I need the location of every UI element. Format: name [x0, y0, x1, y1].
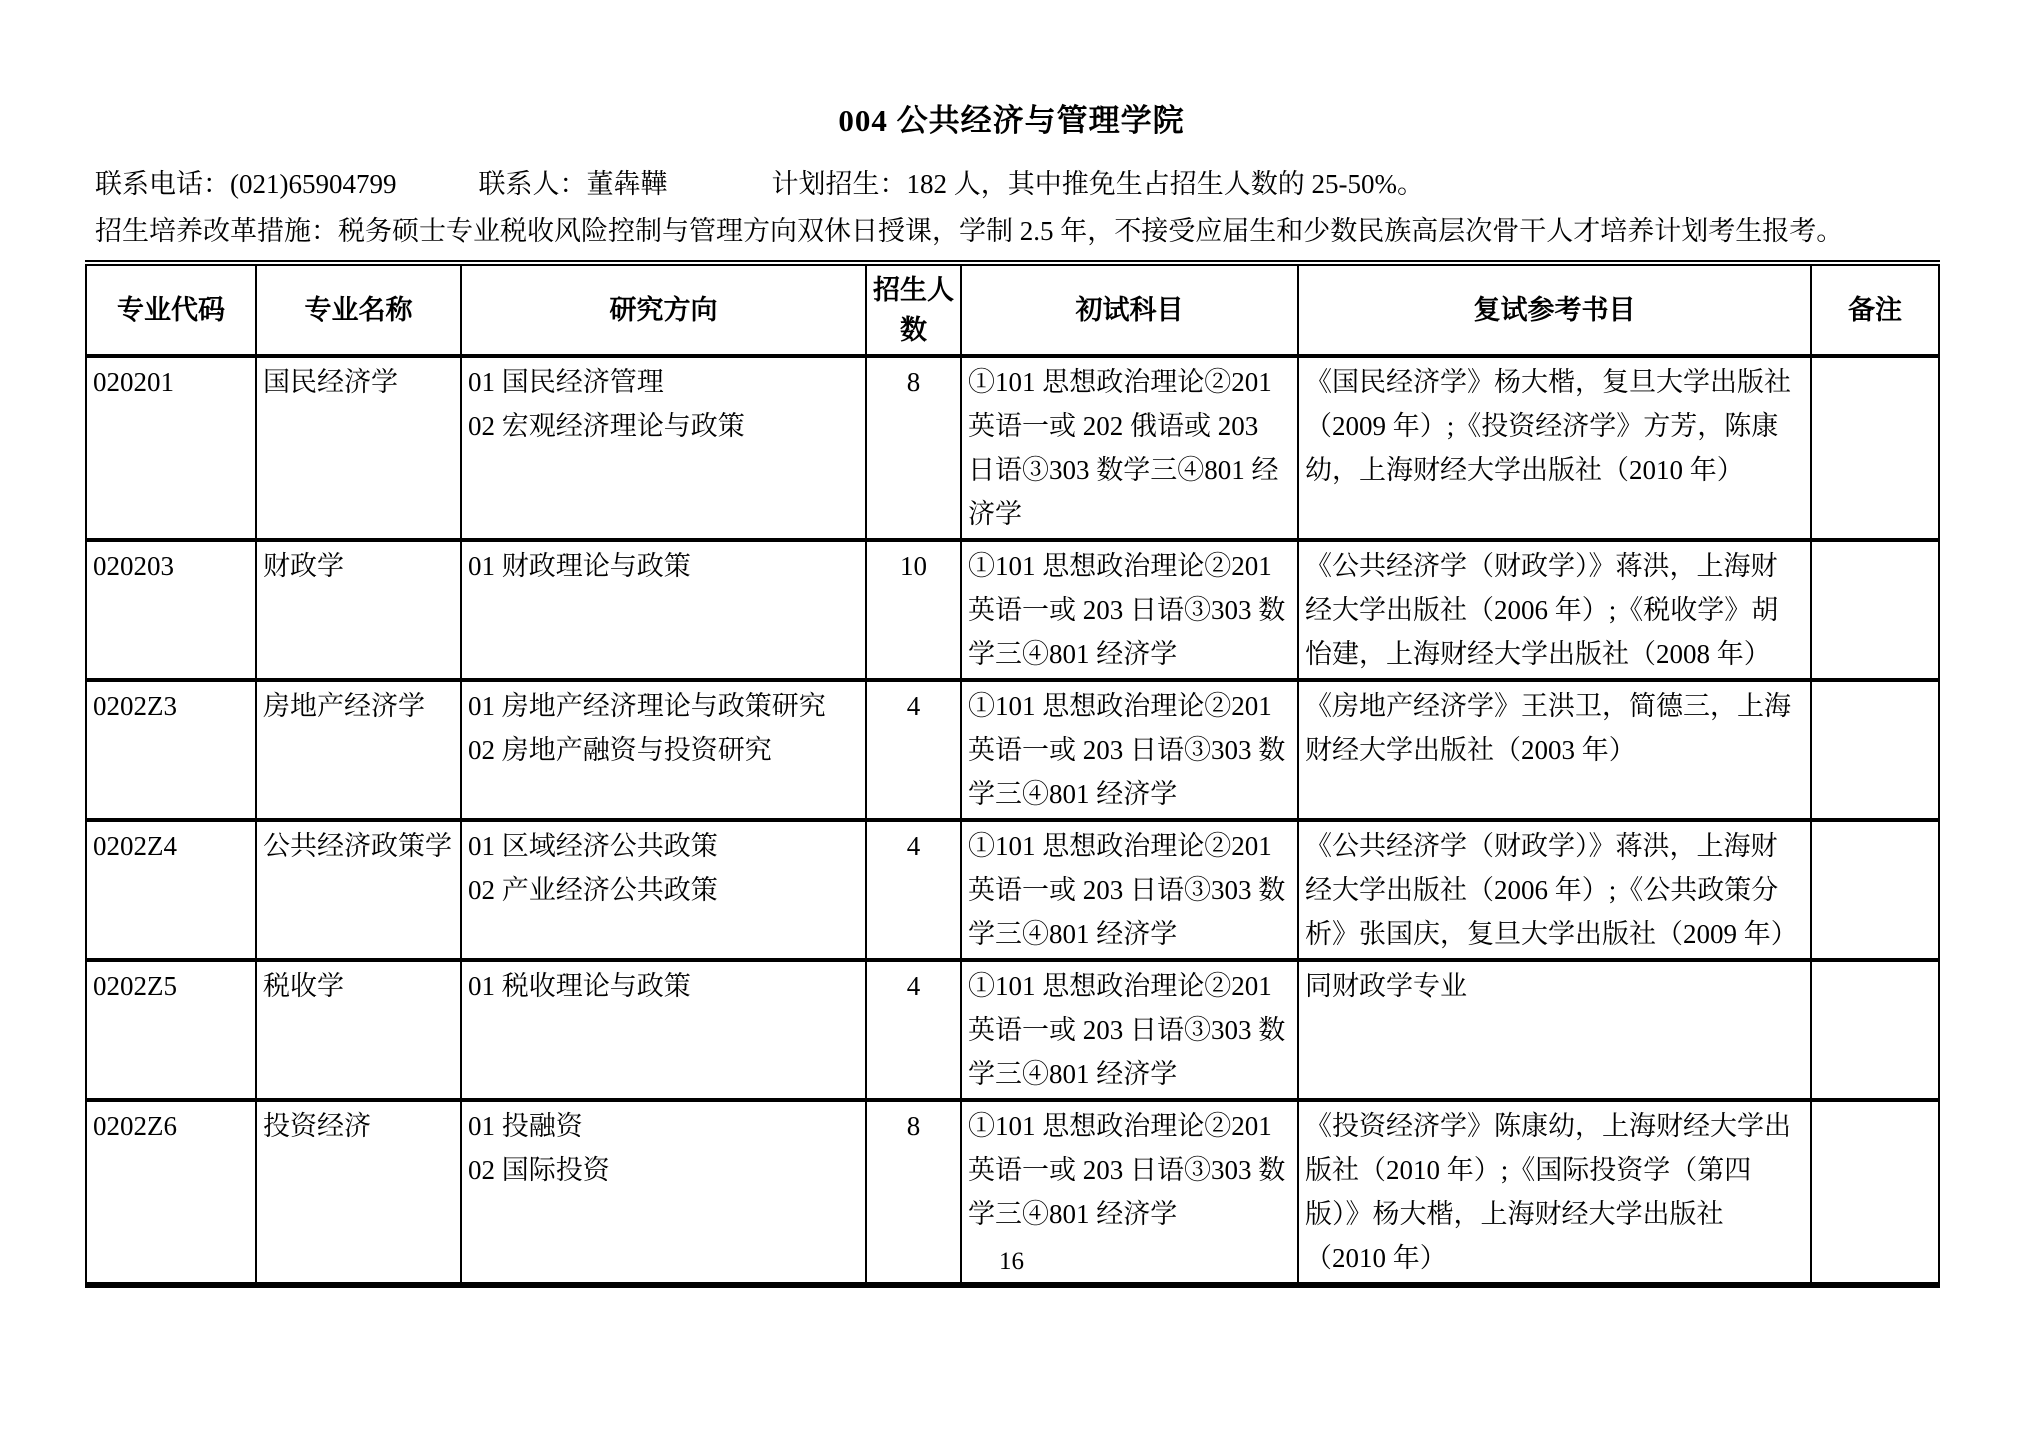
direction-line: 01 区域经济公共政策 — [468, 831, 718, 861]
reform-measures-line: 招生培养改革措施：税务硕士专业税收风险控制与管理方向双休日授课，学制 2.5 年，不接受应届生和少数民族高层次骨干人才培养计划考生报考。 — [95, 216, 1844, 246]
table-row — [86, 540, 1939, 680]
major-code-cell: 0202Z5 — [86, 960, 256, 1100]
page-number: 16 — [999, 1248, 1024, 1275]
quota-cell: 4 — [866, 960, 961, 1100]
directions-cell — [461, 356, 866, 540]
header-major-code: 专业代码 — [86, 263, 256, 356]
page-title: 004 公共经济与管理学院 — [838, 103, 1185, 138]
quota-cell: 4 — [866, 680, 961, 820]
direction-line: 02 房地产融资与投资研究 — [468, 735, 772, 765]
direction-line: 02 宏观经济理论与政策 — [468, 411, 745, 441]
direction-line: 01 财政理论与政策 — [468, 551, 691, 581]
quota-cell: 10 — [866, 540, 961, 680]
reference-books-cell: 《公共经济学（财政学）》蒋洪，上海财经大学出版社（2006 年）;《公共政策分析》张国庆，复旦大学出版社（2009 年） — [1298, 820, 1811, 960]
directions-cell — [461, 820, 866, 960]
directions-cell — [461, 680, 866, 820]
table-row — [86, 356, 1939, 540]
initial-exam-cell: ①101 思想政治理论②201 英语一或 203 日语③303 数学三④801 经济学 — [961, 820, 1298, 960]
initial-exam-cell: ①101 思想政治理论②201 英语一或 203 日语③303 数学三④801 经济学 — [961, 960, 1298, 1100]
directions-cell — [461, 960, 866, 1100]
contact-phone: 联系电话：(021)65904799 — [95, 169, 397, 199]
major-code-cell: 0202Z6 — [86, 1100, 256, 1285]
major-name-cell: 房地产经济学 — [256, 680, 461, 820]
remarks-cell — [1811, 540, 1939, 680]
initial-exam-cell: ①101 思想政治理论②201 英语一或 203 日语③303 数学三④801 经济学 — [961, 540, 1298, 680]
header-major-name: 专业名称 — [256, 263, 461, 356]
header-initial-exam: 初试科目 — [961, 263, 1298, 356]
major-name-cell: 投资经济 — [256, 1100, 461, 1285]
major-name-cell: 财政学 — [256, 540, 461, 680]
initial-exam-cell: ①101 思想政治理论②201 英语一或 203 日语③303 数学三④801 经济学 — [961, 1100, 1298, 1285]
direction-line: 01 国民经济管理 — [468, 367, 664, 397]
major-code-cell: 020203 — [86, 540, 256, 680]
remarks-cell — [1811, 680, 1939, 820]
header-remarks: 备注 — [1811, 263, 1939, 356]
contact-info-line — [95, 162, 2023, 201]
direction-line: 02 国际投资 — [468, 1155, 610, 1185]
quota-cell: 8 — [866, 356, 961, 540]
quota-cell: 4 — [866, 820, 961, 960]
table-row — [86, 820, 1939, 960]
direction-line: 01 税收理论与政策 — [468, 971, 691, 1001]
initial-exam-cell: ①101 思想政治理论②201 英语一或 203 日语③303 数学三④801 经济学 — [961, 680, 1298, 820]
remarks-cell — [1811, 820, 1939, 960]
enrollment-plan: 计划招生：182 人，其中推免生占招生人数的 25-50%。 — [771, 169, 1424, 199]
contact-person: 联系人：董犇鞾 — [478, 169, 668, 199]
header-quota: 招生人数 — [866, 263, 961, 356]
directions-cell — [461, 540, 866, 680]
major-name-cell: 国民经济学 — [256, 356, 461, 540]
quota-cell: 8 — [866, 1100, 961, 1285]
major-name-cell: 公共经济政策学 — [256, 820, 461, 960]
major-code-cell: 020201 — [86, 356, 256, 540]
reference-books-cell: 《投资经济学》陈康幼，上海财经大学出版社（2010 年）;《国际投资学（第四版）》杨大楷，上海财经大学出版社（2010 年） — [1298, 1100, 1811, 1285]
direction-line: 01 投融资 — [468, 1111, 583, 1141]
reference-books-cell: 同财政学专业 — [1298, 960, 1811, 1100]
remarks-cell — [1811, 356, 1939, 540]
major-name-cell: 税收学 — [256, 960, 461, 1100]
remarks-cell — [1811, 960, 1939, 1100]
major-code-cell: 0202Z4 — [86, 820, 256, 960]
admissions-table — [85, 260, 1940, 1288]
table-header — [86, 263, 1939, 356]
table-body — [86, 356, 1939, 1285]
major-code-cell: 0202Z3 — [86, 680, 256, 820]
table-header-row — [86, 263, 1939, 356]
reference-books-cell: 《房地产经济学》王洪卫，简德三，上海财经大学出版社（2003 年） — [1298, 680, 1811, 820]
reference-books-cell: 《国民经济学》杨大楷，复旦大学出版社（2009 年）;《投资经济学》方芳，陈康幼，上海财经大学出版社（2010 年） — [1298, 356, 1811, 540]
initial-exam-cell: ①101 思想政治理论②201 英语一或 202 俄语或 203 日语③303 数学三④801 经济学 — [961, 356, 1298, 540]
table-row — [86, 680, 1939, 820]
reference-books-cell: 《公共经济学（财政学）》蒋洪，上海财经大学出版社（2006 年）;《税收学》胡怡建，上海财经大学出版社（2008 年） — [1298, 540, 1811, 680]
direction-line: 01 房地产经济理论与政策研究 — [468, 691, 826, 721]
direction-line: 02 产业经济公共政策 — [468, 875, 718, 905]
header-directions: 研究方向 — [461, 263, 866, 356]
header-reference-books: 复试参考书目 — [1298, 263, 1811, 356]
table-row — [86, 960, 1939, 1100]
